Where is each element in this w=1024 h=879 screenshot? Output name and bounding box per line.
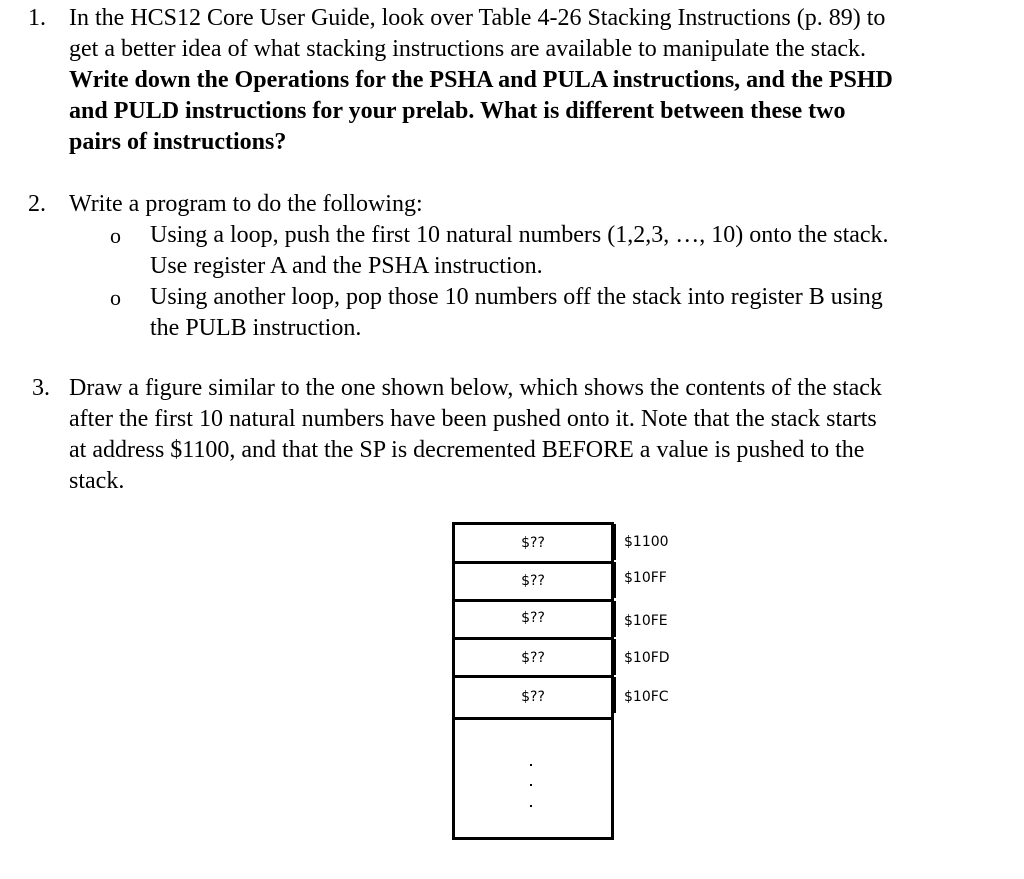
question-3-number: 3. xyxy=(32,375,50,401)
question-3-line: after the first 10 natural numbers have been pushed onto it. Note that the stack starts xyxy=(69,406,877,432)
question-3-text xyxy=(69,373,1009,497)
question-1-line: get a better idea of what stacking instructions are available to manipulate the stack. xyxy=(69,36,867,62)
stack-address xyxy=(614,562,667,598)
question-3-line: stack. xyxy=(69,468,125,494)
bullet-text xyxy=(150,282,883,344)
stack-cell xyxy=(452,561,614,602)
stack-address-label: $10FF xyxy=(624,570,667,586)
stack-cell-value: $?? xyxy=(521,535,545,551)
question-2-intro-text: Write a program to do the following: xyxy=(69,191,423,217)
stack-cell-continuation xyxy=(452,717,614,840)
bullet-text xyxy=(150,220,889,282)
bullet-line: the PULB instruction. xyxy=(150,315,362,341)
question-2-intro xyxy=(69,189,1009,220)
question-3-line: Draw a figure similar to the one shown below, which shows the contents of the stack xyxy=(69,375,882,401)
ellipsis-dot xyxy=(530,784,532,786)
question-1-line-bold: and PULD instructions for your prelab. What is different between these two xyxy=(69,98,846,124)
question-1-number: 1. xyxy=(28,5,46,31)
stack-cell-value: $?? xyxy=(521,689,545,705)
stack-cell-value: $?? xyxy=(521,573,545,589)
stack-address-label: $1100 xyxy=(624,534,669,550)
stack-cell-value: $?? xyxy=(521,610,545,626)
ellipsis-dot xyxy=(530,805,532,807)
stack-address-label: $10FD xyxy=(624,650,670,666)
stack-cell xyxy=(452,522,614,564)
stack-address xyxy=(614,524,669,560)
stack-cell xyxy=(452,599,614,640)
bullet-line: Using another loop, pop those 10 numbers off the stack into register B using xyxy=(150,284,883,310)
stack-address-label: $10FE xyxy=(624,613,668,629)
ellipsis-dot xyxy=(530,764,532,766)
stack-cell-value: $?? xyxy=(521,650,545,666)
bullet-line: Using a loop, push the first 10 natural numbers (1,2,3, …, 10) onto the stack. xyxy=(150,222,889,248)
bullet-marker: o xyxy=(110,285,121,310)
question-1-text xyxy=(69,3,1009,158)
question-3-line: at address $1100, and that the SP is decremented BEFORE a value is pushed to the xyxy=(69,437,865,463)
bullet-marker: o xyxy=(110,223,121,248)
bullet-line: Use register A and the PSHA instruction. xyxy=(150,253,543,279)
question-2-number: 2. xyxy=(28,191,46,217)
stack-cell xyxy=(452,675,614,720)
stack-address xyxy=(614,639,670,675)
question-1-line: In the HCS12 Core User Guide, look over Table 4-26 Stacking Instructions (p. 89) to xyxy=(69,5,886,31)
stack-address xyxy=(614,677,669,713)
stack-address-label: $10FC xyxy=(624,689,669,705)
stack-cell xyxy=(452,637,614,678)
question-1-line-bold: pairs of instructions? xyxy=(69,129,287,155)
question-1-line-bold: Write down the Operations for the PSHA and PULA instructions, and the PSHD xyxy=(69,67,893,93)
stack-address xyxy=(614,601,668,637)
